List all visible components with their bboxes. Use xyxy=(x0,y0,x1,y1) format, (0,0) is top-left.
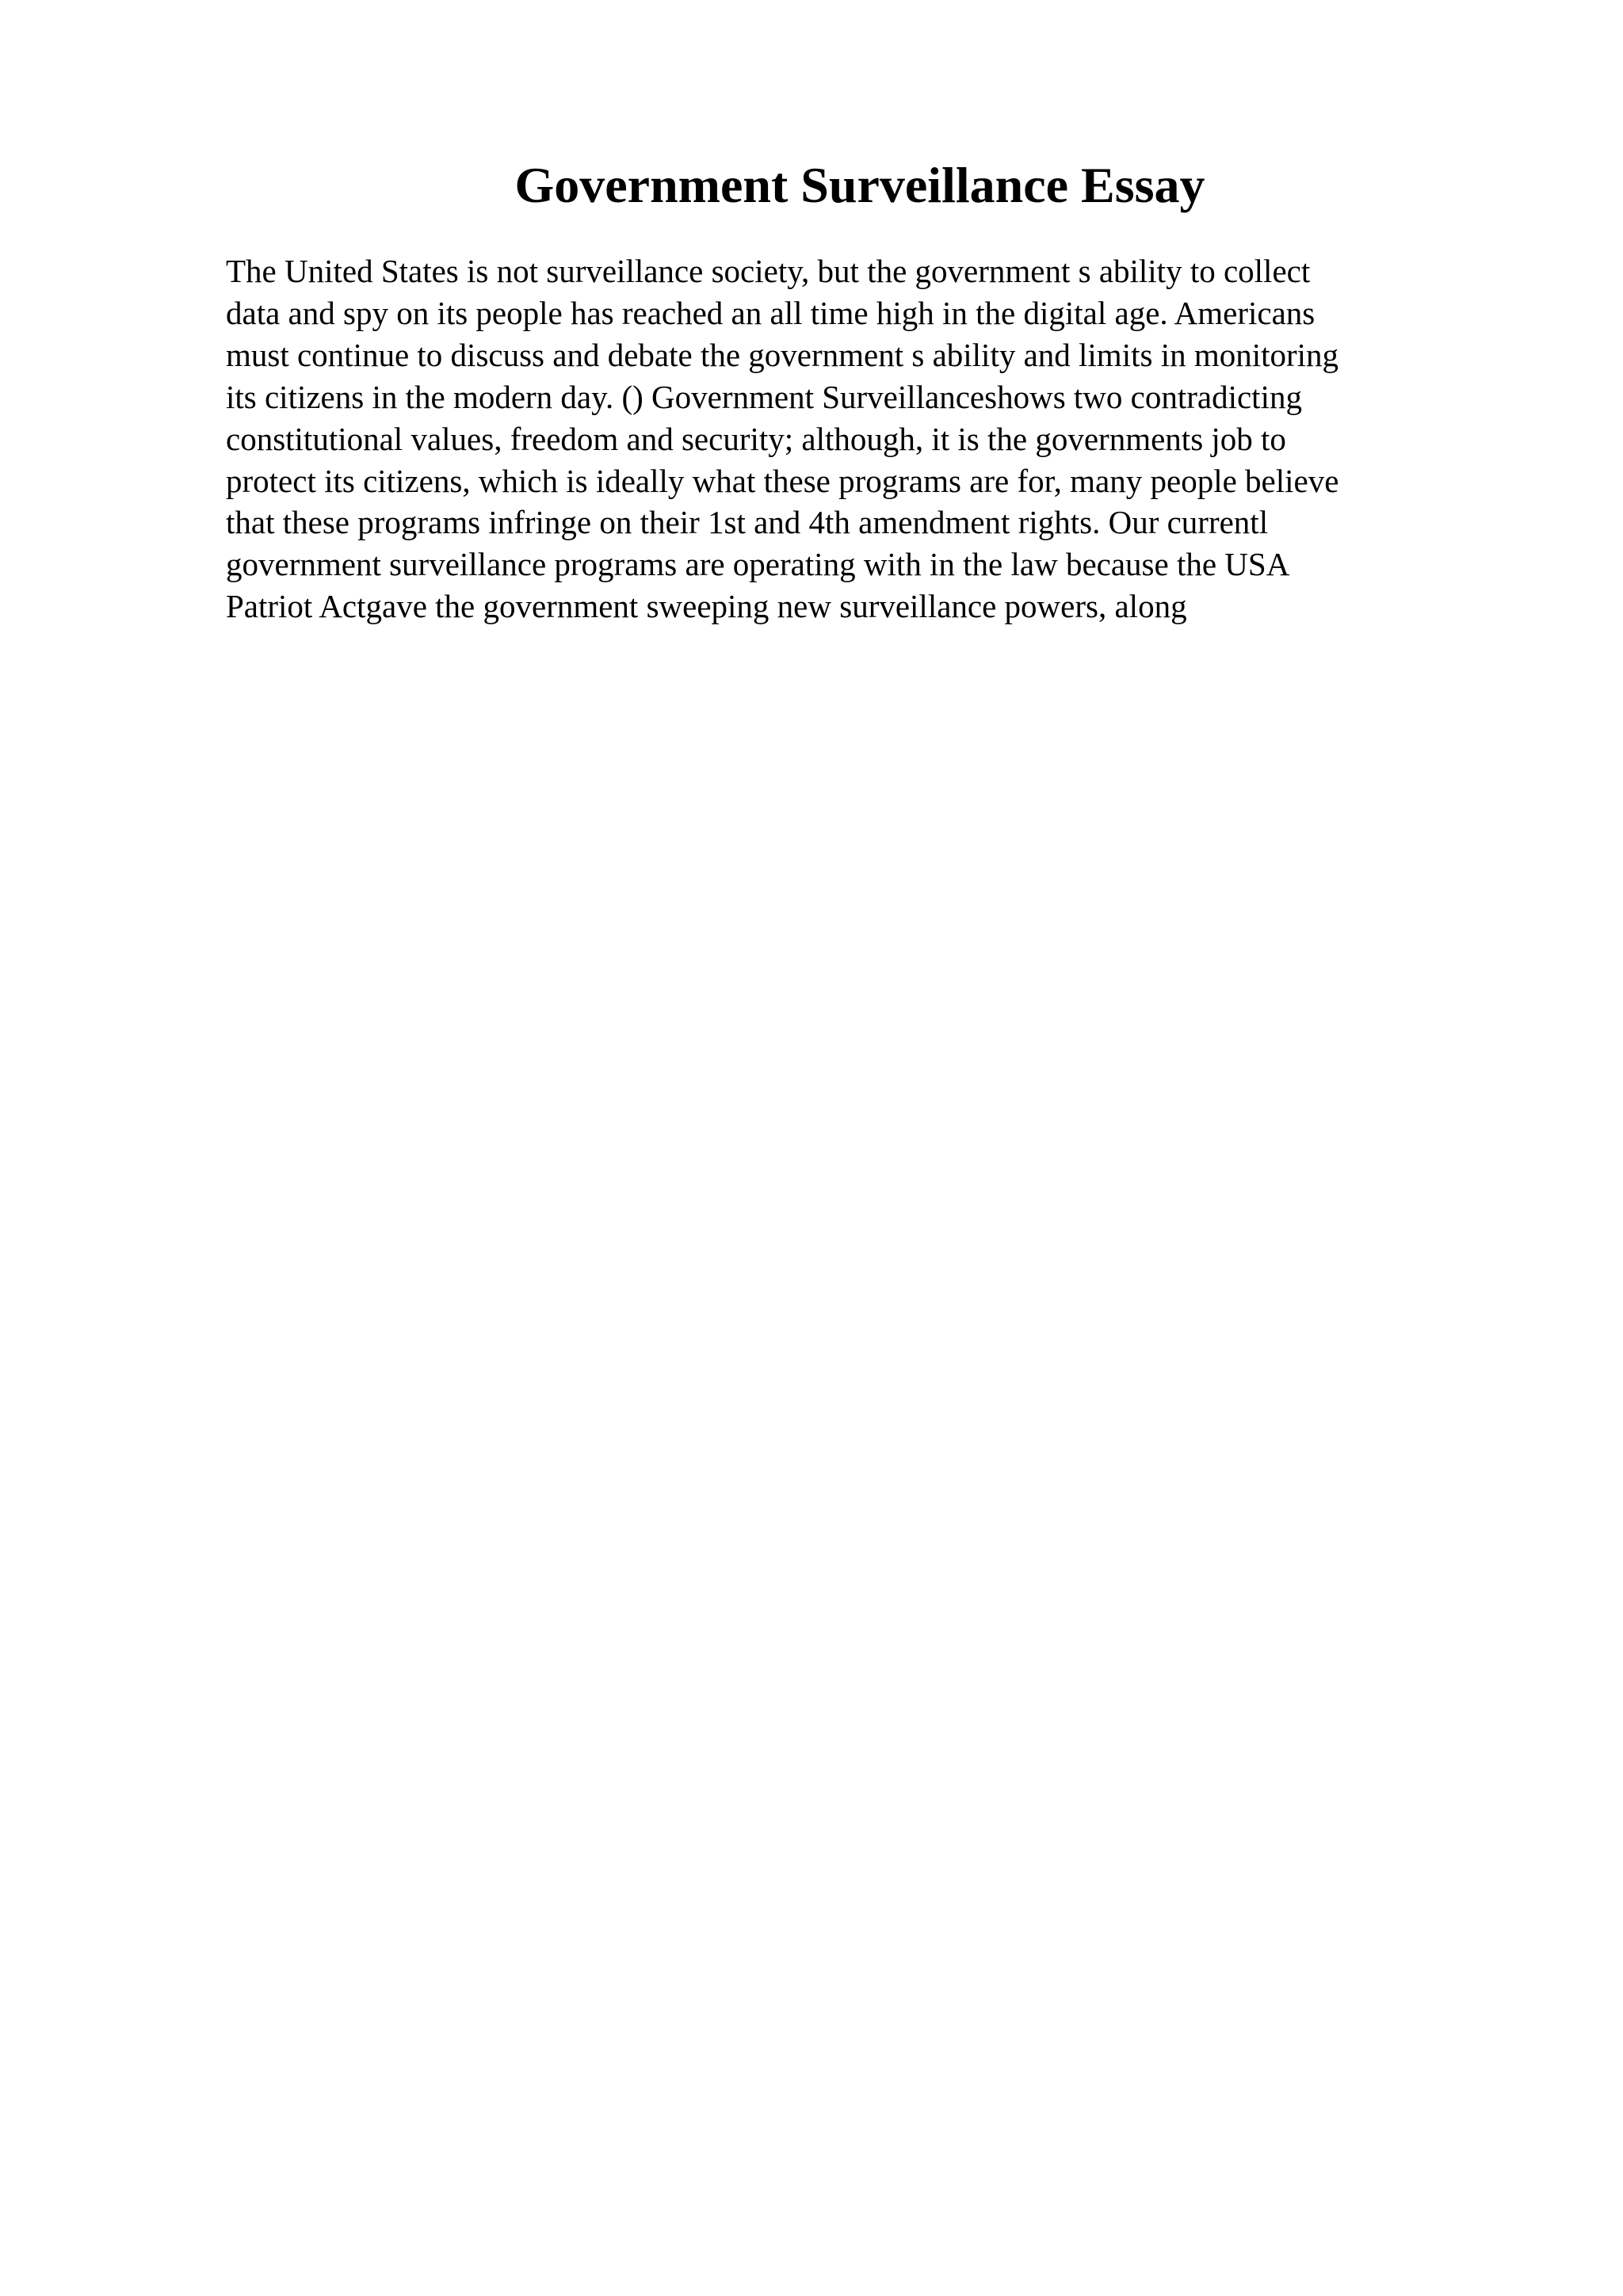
essay-title: Government Surveillance Essay xyxy=(514,157,1205,213)
paragraph-line: data and spy on its people has reached an all time high in the digital age. Americans xyxy=(226,294,1316,331)
paragraph-line: its citizens in the modern day. () Government Surveillanceshows two contradicting xyxy=(226,378,1302,415)
paragraph-line: constitutional values, freedom and security; although, it is the governments job to xyxy=(226,420,1286,457)
paragraph-line: must continue to discuss and debate the government s ability and limits in monitoring xyxy=(226,336,1339,373)
paragraph-line: government surveillance programs are operating with in the law because the USA xyxy=(226,546,1290,583)
paragraph-line: protect its citizens, which is ideally what these programs are for, many people believe xyxy=(226,462,1339,499)
paragraph-line: that these programs infringe on their 1st and 4th amendment rights. Our currentl xyxy=(226,504,1269,541)
paragraph-line: The United States is not surveillance society, but the government s ability to collect xyxy=(226,253,1311,289)
essay-paragraph xyxy=(226,250,1526,627)
paragraph-line: Patriot Actgave the government sweeping new surveillance powers, along xyxy=(226,588,1187,625)
